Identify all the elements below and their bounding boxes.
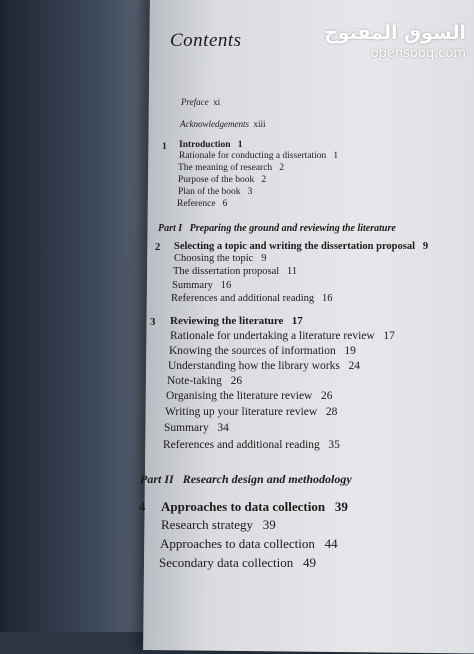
part-2-heading bbox=[140, 472, 352, 487]
toc-page-number: 49 bbox=[303, 555, 317, 570]
toc-label: Choosing the topic bbox=[174, 253, 254, 264]
toc-page-number: 39 bbox=[262, 517, 276, 532]
chapter-3-number: 3 bbox=[150, 316, 156, 328]
toc-entry bbox=[164, 422, 229, 434]
toc-label: Understanding how the library works bbox=[168, 360, 340, 372]
toc-label: Preface bbox=[181, 97, 209, 107]
toc-page-number: 17 bbox=[291, 315, 303, 327]
toc-entry-preface bbox=[181, 97, 220, 107]
toc-entry bbox=[167, 375, 242, 387]
chapter-1-title bbox=[179, 140, 242, 150]
toc-page-number: 2 bbox=[279, 163, 285, 173]
toc-label: Approaches to data collection bbox=[160, 536, 315, 551]
toc-label: Knowing the sources of information bbox=[169, 345, 336, 357]
toc-page-number: xiii bbox=[253, 119, 266, 129]
toc-label: Part I bbox=[158, 223, 183, 234]
toc-entry bbox=[166, 390, 333, 402]
toc-entry bbox=[159, 555, 316, 571]
contents-title: Contents bbox=[170, 30, 242, 51]
toc-page-number: 9 bbox=[422, 241, 429, 252]
toc-label: Organising the literature review bbox=[166, 390, 313, 402]
toc-label: Rationale for conducting a dissertation bbox=[179, 151, 327, 161]
watermark-arabic: السوق المفتوح bbox=[324, 22, 466, 44]
book-spine-shadow bbox=[0, 0, 160, 632]
toc-page-number: 34 bbox=[217, 422, 229, 434]
toc-label: Approaches to data collection bbox=[161, 499, 326, 514]
toc-entry bbox=[178, 163, 284, 173]
toc-label: Part II bbox=[140, 472, 174, 486]
toc-label: Summary bbox=[164, 422, 209, 434]
toc-entry bbox=[174, 253, 266, 264]
watermark bbox=[324, 22, 466, 61]
toc-entry bbox=[160, 536, 338, 552]
toc-entry bbox=[165, 406, 337, 418]
chapter-4-number: 4 bbox=[139, 499, 146, 514]
toc-entry bbox=[161, 517, 276, 533]
toc-page-number: 3 bbox=[247, 187, 253, 197]
toc-entry bbox=[172, 280, 231, 291]
toc-label: Research strategy bbox=[161, 517, 254, 532]
toc-page-number: 6 bbox=[222, 199, 228, 209]
toc-label: Reviewing the literature bbox=[170, 315, 284, 327]
toc-entry bbox=[170, 330, 395, 342]
toc-label: Introduction bbox=[179, 140, 231, 150]
toc-page-number: 26 bbox=[230, 375, 243, 387]
toc-page-number: xi bbox=[213, 97, 221, 107]
toc-page-number: 19 bbox=[344, 345, 356, 357]
chapter-2-number: 2 bbox=[155, 242, 161, 253]
toc-page-number: 17 bbox=[383, 330, 395, 342]
toc-entry bbox=[179, 151, 338, 161]
chapter-3-title bbox=[170, 315, 303, 327]
toc-label: Selecting a topic and writing the dissertation proposal bbox=[174, 241, 416, 252]
toc-entry bbox=[163, 439, 340, 451]
toc-page-number: 16 bbox=[220, 280, 232, 291]
toc-label: The meaning of research bbox=[178, 163, 273, 173]
chapter-4-title bbox=[161, 499, 348, 515]
toc-page-number: 1 bbox=[237, 140, 243, 150]
toc-entry bbox=[171, 293, 333, 304]
toc-entry bbox=[173, 266, 297, 277]
toc-page-number: 39 bbox=[334, 499, 348, 514]
toc-label: Reference bbox=[177, 199, 216, 209]
toc-label: Purpose of the book bbox=[178, 175, 255, 185]
toc-label: Writing up your literature review bbox=[165, 406, 318, 418]
toc-label: Rationale for undertaking a literature review bbox=[170, 330, 375, 342]
toc-label: References and additional reading bbox=[163, 439, 320, 451]
toc-page-number: 2 bbox=[261, 175, 267, 185]
toc-page-number: 28 bbox=[325, 406, 338, 418]
toc-entry-acknowledgements bbox=[180, 119, 266, 129]
toc-page-number: 11 bbox=[287, 266, 298, 277]
chapter-2-title bbox=[174, 241, 428, 252]
toc-label: Summary bbox=[172, 280, 213, 291]
toc-page-number: 35 bbox=[328, 439, 340, 451]
toc-entry bbox=[178, 175, 266, 185]
toc-label: Acknowledgements bbox=[180, 119, 249, 129]
toc-entry bbox=[177, 199, 227, 209]
toc-label: Research design and methodology bbox=[182, 472, 352, 486]
toc-label: Plan of the book bbox=[178, 187, 241, 197]
toc-page-number: 26 bbox=[321, 390, 333, 402]
chapter-1-number: 1 bbox=[162, 142, 167, 152]
toc-entry bbox=[169, 345, 356, 357]
toc-label: Preparing the ground and reviewing the literature bbox=[189, 223, 396, 234]
toc-label: References and additional reading bbox=[171, 293, 315, 304]
toc-entry bbox=[168, 360, 360, 372]
watermark-latin: opensooq.com bbox=[370, 46, 466, 61]
toc-label: Secondary data collection bbox=[159, 555, 294, 570]
toc-page-number: 16 bbox=[322, 293, 333, 304]
toc-page-number: 1 bbox=[333, 151, 339, 161]
toc-page-number: 44 bbox=[324, 536, 338, 551]
toc-label: The dissertation proposal bbox=[173, 266, 280, 277]
toc-entry bbox=[178, 187, 252, 197]
toc-label: Note-taking bbox=[167, 375, 222, 387]
toc-page-number: 24 bbox=[348, 360, 360, 372]
part-1-heading bbox=[158, 223, 396, 234]
toc-page-number: 9 bbox=[261, 253, 267, 264]
